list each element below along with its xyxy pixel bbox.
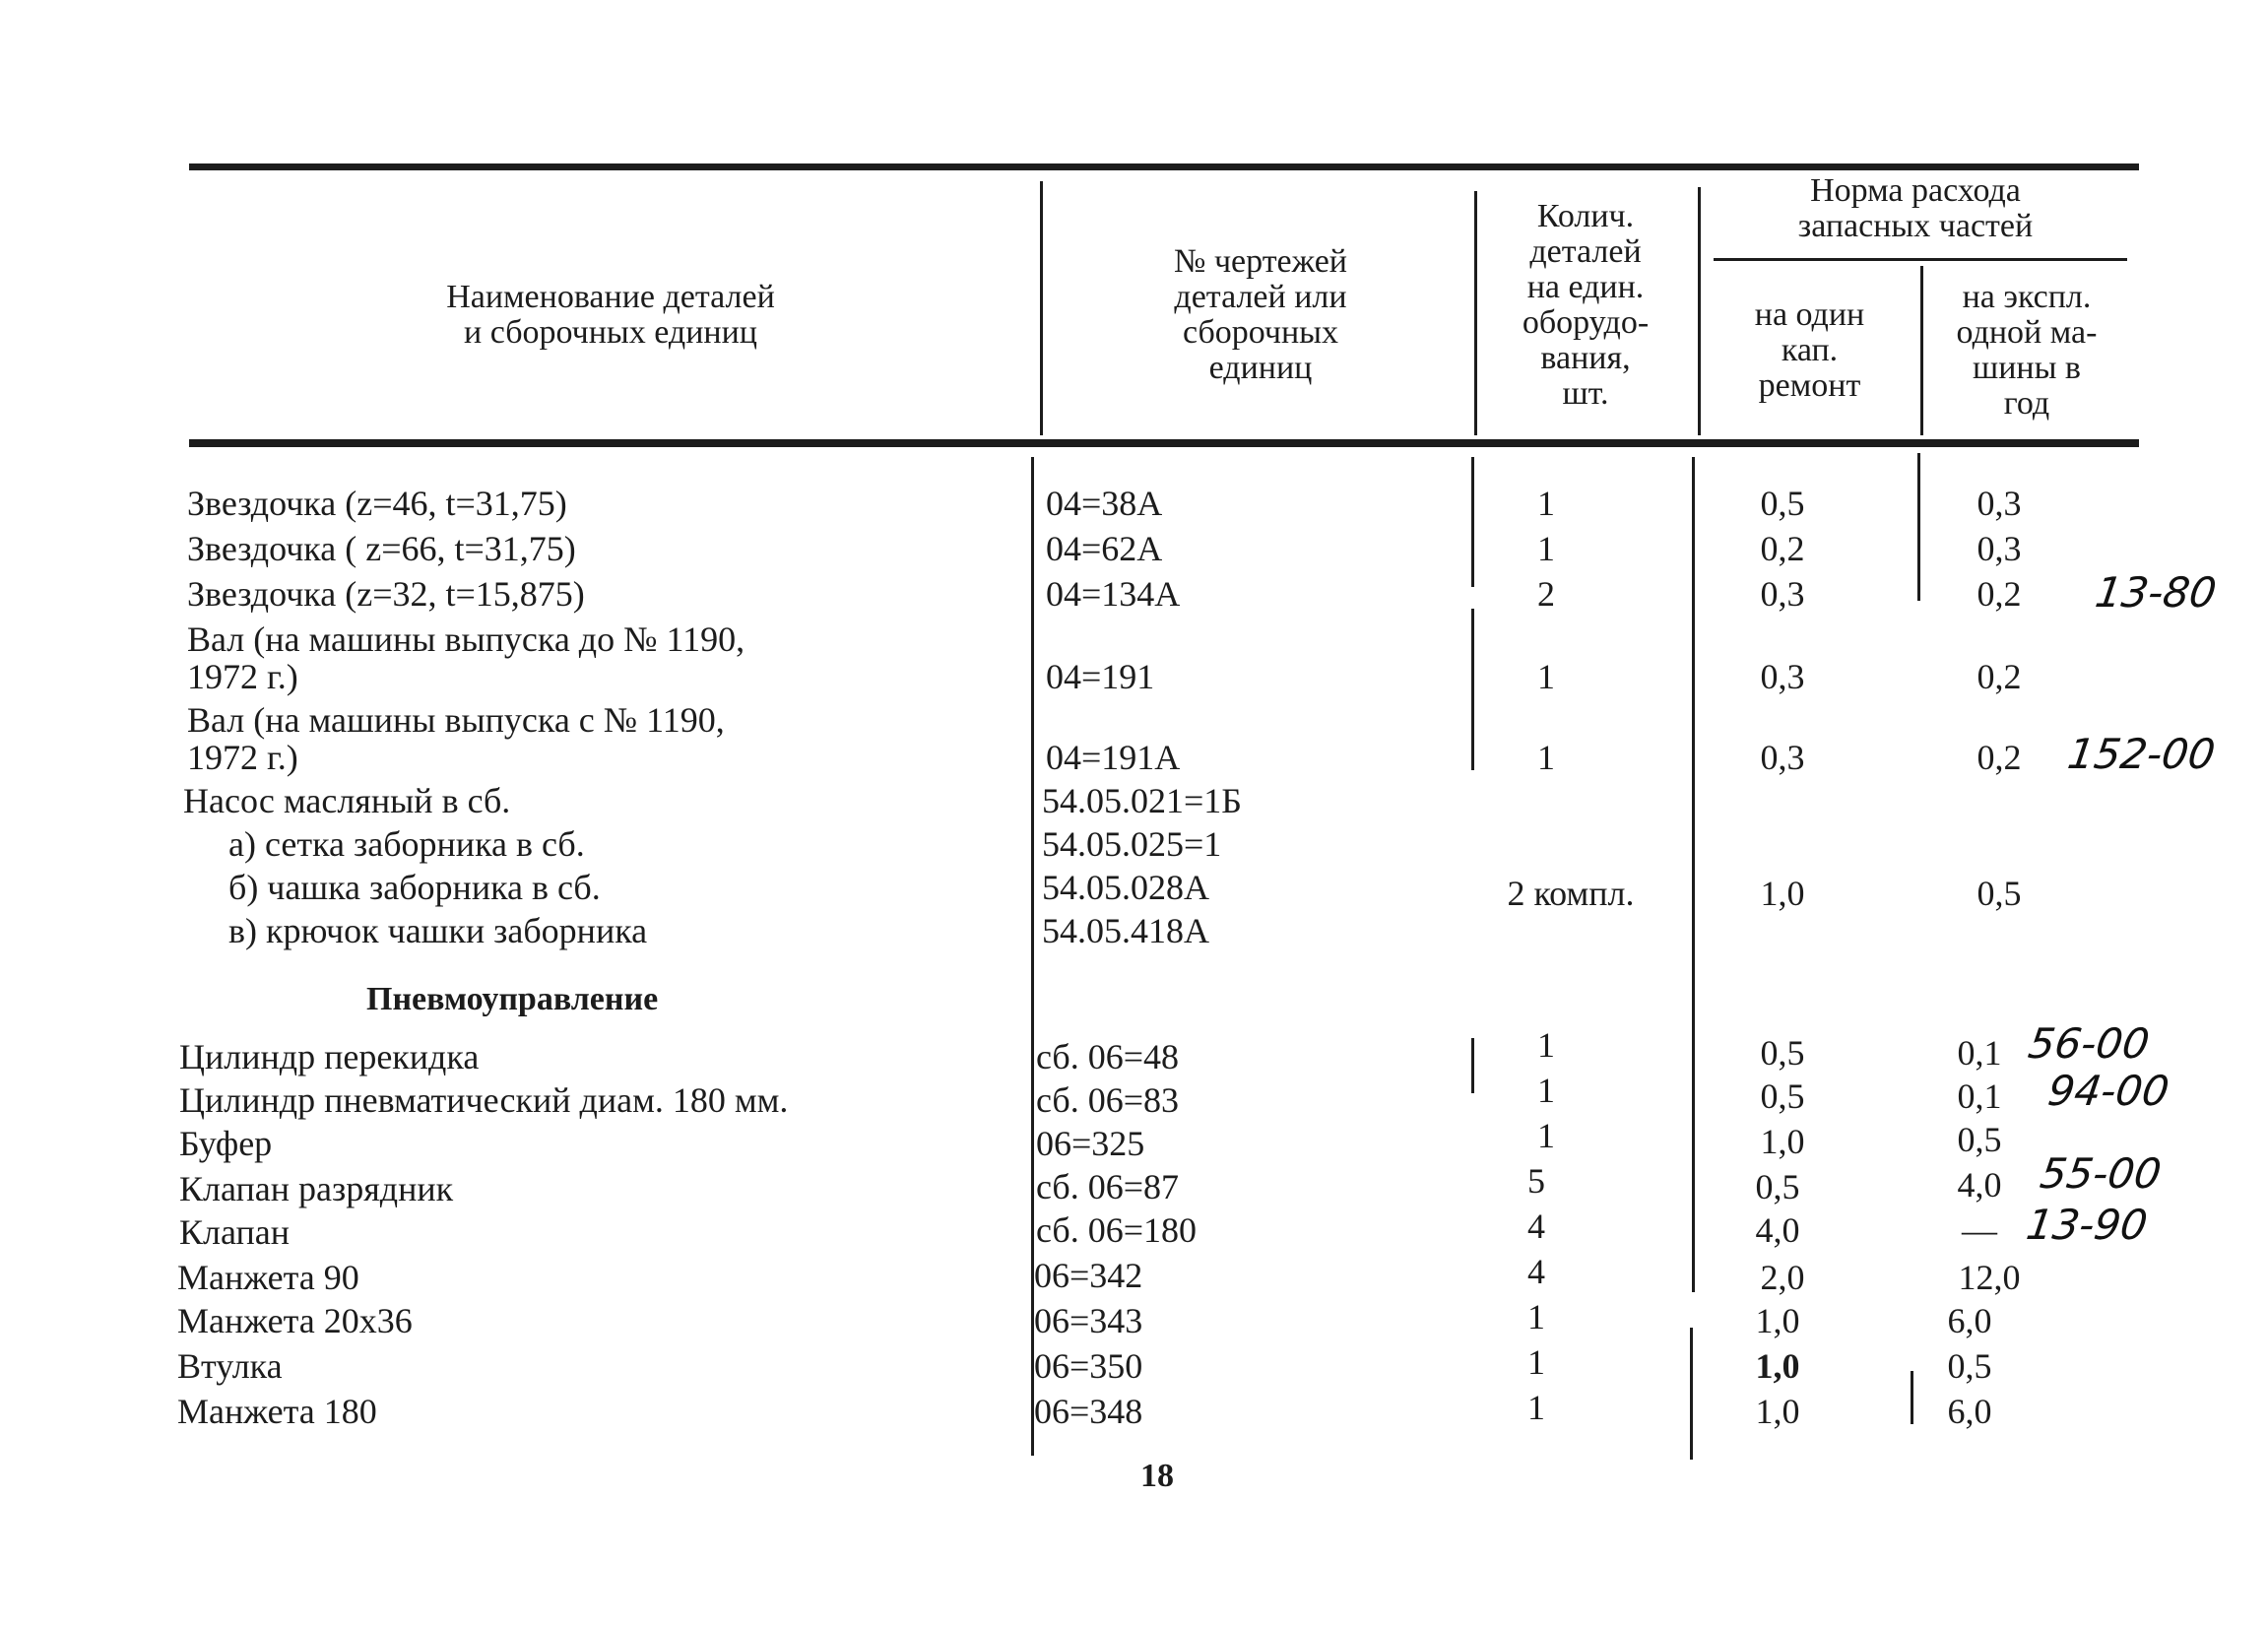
table-row-drawing: 04=134А [1046, 574, 1181, 614]
table-row-qty: 1 [1527, 1297, 1545, 1336]
table-row-year: 0,2 [1976, 574, 2022, 614]
table-row-repair: 0,5 [1760, 1076, 1805, 1116]
table-row-name: Клапан разрядник [179, 1169, 454, 1208]
table-row-year: 0,3 [1976, 484, 2022, 523]
table-row-year: 0,5 [1947, 1346, 1992, 1386]
table-row-year: 12,0 [1958, 1258, 2021, 1297]
section-heading: Пневмоуправление [366, 981, 659, 1017]
handwritten-price-note: 13-80 [2092, 568, 2220, 617]
handwritten-price-note: 152-00 [2064, 730, 2219, 778]
body-divider-4b [1911, 1371, 1913, 1424]
body-divider-2c [1471, 1038, 1474, 1093]
table-row-repair: 0,3 [1760, 574, 1805, 614]
table-row-qty: 1 [1537, 738, 1555, 777]
table-row-year: 0,2 [1976, 657, 2022, 696]
handwritten-price-note: 94-00 [2044, 1067, 2172, 1115]
header-per-repair: на один кап. ремонт [1754, 296, 1865, 404]
table-row-repair: 0,5 [1755, 1167, 1800, 1206]
table-row-drawing: 54.05.028А [1042, 868, 1209, 907]
table-row-name: Манжета 180 [177, 1392, 377, 1431]
header-drawing: № чертежей деталей или сборочных единиц [1174, 243, 1347, 386]
table-row-name: Цилиндр перекидка [179, 1037, 480, 1076]
table-row-repair: 0,5 [1760, 484, 1805, 523]
table-row-qty: 1 [1537, 1116, 1555, 1155]
table-row-qty: 2 [1537, 574, 1555, 614]
table-row-drawing: 54.05.025=1 [1042, 824, 1222, 864]
table-row-name: Клапан [179, 1212, 290, 1252]
table-row-repair: 0,3 [1760, 738, 1805, 777]
table-row-drawing: 06=342 [1034, 1256, 1143, 1295]
body-divider-2b [1471, 609, 1474, 770]
table-row-repair: 1,0 [1755, 1301, 1800, 1340]
table-row-name: Звездочка ( z=66, t=31,75) [187, 529, 576, 568]
table-row-name: Звездочка (z=32, t=15,875) [187, 574, 585, 614]
header-qty: Колич. деталей на един. оборудо- вания, шт. [1522, 198, 1650, 412]
table-row-qty: 4 [1527, 1206, 1545, 1246]
table-row-name-cont: 1972 г.) [187, 657, 298, 696]
table-row-qty: 2 компл. [1507, 874, 1635, 913]
table-row-qty: 1 [1527, 1342, 1545, 1382]
header-divider-2 [1474, 191, 1477, 435]
table-row-drawing: 04=191А [1046, 738, 1181, 777]
table-row-year: 0,5 [1976, 874, 2022, 913]
table-row-name: Насос масляный в сб. [183, 781, 511, 820]
table-row-qty: 1 [1537, 1071, 1555, 1110]
table-row-drawing: 54.05.021=1Б [1042, 781, 1242, 820]
table-row-qty: 4 [1527, 1252, 1545, 1291]
page-number: 18 [1140, 1458, 1174, 1494]
table-row-name: Втулка [177, 1346, 283, 1386]
table-row-drawing: 06=325 [1036, 1124, 1145, 1163]
table-row-drawing: 04=38А [1046, 484, 1163, 523]
table-row-qty: 1 [1537, 1025, 1555, 1065]
table-row-drawing: сб. 06=180 [1036, 1210, 1198, 1250]
table-row-year: 6,0 [1947, 1392, 1992, 1431]
table-row-repair: 1,0 [1755, 1392, 1800, 1431]
table-row-drawing: 06=343 [1034, 1301, 1143, 1340]
table-row-qty: 1 [1527, 1388, 1545, 1427]
table-row-year: 6,0 [1947, 1301, 1992, 1340]
table-row-repair: 1,0 [1760, 1122, 1805, 1161]
table-row-drawing: 54.05.418А [1042, 911, 1209, 950]
table-row-year: 4,0 [1957, 1165, 2002, 1205]
table-row-qty: 1 [1537, 529, 1555, 568]
table-row-year: 0,1 [1957, 1033, 2002, 1073]
table-row-drawing: 06=350 [1034, 1346, 1143, 1386]
table-row-drawing: сб. 06=48 [1036, 1037, 1180, 1076]
header-norm-group: Норма расхода запасных частей [1797, 172, 2034, 244]
table-row-name: Манжета 20х36 [177, 1301, 413, 1340]
table-row-year: 0,3 [1976, 529, 2022, 568]
body-divider-3a [1692, 457, 1695, 1292]
table-row-name: Буфер [179, 1124, 273, 1163]
handwritten-price-note: 13-90 [2023, 1201, 2151, 1249]
body-divider-4a [1917, 453, 1920, 601]
table-row-repair: 1,0 [1755, 1346, 1800, 1386]
table-row-name: а) сетка заборника в сб. [228, 824, 585, 864]
header-name: Наименование деталей и сборочных единиц [446, 279, 775, 351]
table-row-qty: 1 [1537, 657, 1555, 696]
table-row-drawing: сб. 06=83 [1036, 1080, 1180, 1120]
table-row-name: Вал (на машины выпуска до № 1190, [187, 619, 745, 659]
table-row-name-cont: 1972 г.) [187, 738, 298, 777]
table-row-qty: 1 [1537, 484, 1555, 523]
table-row-repair: 0,2 [1760, 529, 1805, 568]
table-row-year: — [1962, 1210, 1997, 1250]
handwritten-price-note: 56-00 [2025, 1019, 2153, 1068]
table-row-repair: 2,0 [1760, 1258, 1805, 1297]
table-row-repair: 1,0 [1760, 874, 1805, 913]
table-row-name: Звездочка (z=46, t=31,75) [187, 484, 567, 523]
body-divider-3b [1690, 1328, 1693, 1460]
table-row-name: Вал (на машины выпуска с № 1190, [187, 700, 725, 740]
handwritten-price-note: 55-00 [2037, 1149, 2165, 1198]
table-row-drawing: 04=62А [1046, 529, 1163, 568]
table-row-repair: 4,0 [1755, 1210, 1800, 1250]
table-row-qty: 5 [1527, 1161, 1545, 1201]
table-row-name: Цилиндр пневматический диам. 180 мм. [179, 1080, 789, 1120]
table-row-year: 0,2 [1976, 738, 2022, 777]
header-divider-1 [1040, 181, 1043, 435]
table-row-name: б) чашка заборника в сб. [228, 868, 601, 907]
table-row-drawing: 04=191 [1046, 657, 1155, 696]
norm-group-rule [1714, 258, 2127, 261]
table-row-drawing: 06=348 [1034, 1392, 1143, 1431]
table-row-year: 0,1 [1957, 1076, 2002, 1116]
table-row-repair: 0,5 [1760, 1033, 1805, 1073]
header-divider-4 [1920, 266, 1923, 435]
table-top-rule [189, 163, 2139, 170]
table-row-name: Манжета 90 [177, 1258, 359, 1297]
header-bottom-rule [189, 439, 2139, 447]
table-row-name: в) крючок чашки заборника [228, 911, 648, 950]
header-per-year: на экспл. одной ма- шины в год [1956, 279, 2098, 422]
header-divider-3 [1698, 187, 1701, 435]
table-row-repair: 0,3 [1760, 657, 1805, 696]
table-row-drawing: сб. 06=87 [1036, 1167, 1180, 1206]
body-divider-2a [1471, 457, 1474, 587]
table-row-year: 0,5 [1957, 1120, 2002, 1159]
